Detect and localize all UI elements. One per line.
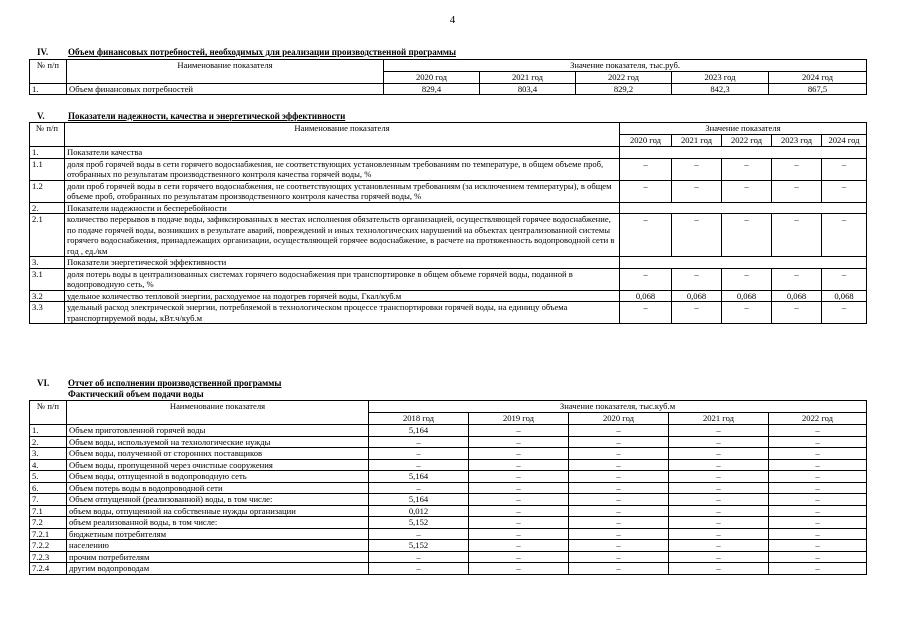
- year-header: 2024 год: [769, 72, 867, 84]
- row-number: 3.: [30, 257, 65, 269]
- value-cell: –: [722, 158, 772, 180]
- year-header: 2021 год: [672, 135, 722, 147]
- value-cell: –: [469, 494, 569, 506]
- section-4-title: Объем финансовых потребностей, необходимых для реализации производственной программы: [68, 47, 457, 57]
- year-header: 2020 год: [384, 72, 480, 84]
- row-name: доля проб горячей воды в сети горячего водоснабжения, не соответствующих установленным требованиям по температуре, в общем объеме проб, отобранных по результатам производственного контроля качества горячей воды, %: [65, 158, 620, 180]
- value-cell: –: [669, 425, 769, 437]
- row-number: 7.2.4: [30, 563, 67, 575]
- value-cell: 0,068: [672, 290, 722, 302]
- row-name: удельное количество тепловой энергии, расходуемое на подогрев горячей воды, Гкал/куб.м: [65, 290, 620, 302]
- value-cell: –: [772, 302, 822, 324]
- value-cell: –: [722, 180, 772, 202]
- row-name: Объем воды, полученной от сторонних поставщиков: [67, 448, 369, 460]
- row-name: Объем приготовленной горячей воды: [67, 425, 369, 437]
- table-row: [30, 563, 867, 575]
- value-cell: –: [469, 540, 569, 552]
- value-cell: –: [469, 471, 569, 483]
- value-cell: –: [722, 214, 772, 257]
- value-cell: –: [772, 268, 822, 290]
- year-header: 2024 год: [822, 135, 867, 147]
- value-cell: –: [469, 482, 569, 494]
- financial-needs-table-body: [30, 60, 867, 95]
- col-header-value: Значение показателя, тыс.руб.: [384, 60, 867, 72]
- value-cell: –: [569, 471, 669, 483]
- group-row: [30, 202, 867, 214]
- value-cell: 829,2: [576, 83, 672, 95]
- row-name: Объем потерь воды в водопроводной сети: [67, 482, 369, 494]
- empty-cell: [620, 147, 867, 159]
- row-number: 3.3: [30, 302, 65, 324]
- value-cell: –: [620, 158, 672, 180]
- row-name: объем воды, отпущенной на собственные нужды организации: [67, 505, 369, 517]
- group-row: [30, 257, 867, 269]
- value-cell: –: [822, 214, 867, 257]
- row-name: удельный расход электрической энергии, потребляемой в технологическом процессе транспортировки горячей воды, на единицу объема транспортируемой воды, кВт.ч/куб.м: [65, 302, 620, 324]
- col-header-name: Наименование показателя: [67, 401, 369, 425]
- year-header: 2018 год: [369, 413, 469, 425]
- value-cell: –: [672, 158, 722, 180]
- value-cell: –: [672, 268, 722, 290]
- col-header-value: Значение показателя, тыс.куб.м: [369, 401, 867, 413]
- table-row: [30, 158, 867, 180]
- value-cell: –: [569, 540, 669, 552]
- value-cell: 0,068: [772, 290, 822, 302]
- value-cell: 842,3: [672, 83, 769, 95]
- table-row: [30, 517, 867, 529]
- year-header: 2023 год: [672, 72, 769, 84]
- value-cell: –: [822, 180, 867, 202]
- row-name: Показатели качества: [65, 147, 620, 159]
- table-row: [30, 528, 867, 540]
- value-cell: –: [669, 551, 769, 563]
- section-6-number: VI.: [37, 378, 50, 388]
- value-cell: 5,164: [369, 494, 469, 506]
- value-cell: –: [672, 214, 722, 257]
- value-cell: –: [369, 551, 469, 563]
- table-row: [30, 471, 867, 483]
- value-cell: 0,012: [369, 505, 469, 517]
- value-cell: –: [569, 425, 669, 437]
- year-header: 2021 год: [480, 72, 576, 84]
- value-cell: –: [569, 528, 669, 540]
- value-cell: –: [469, 551, 569, 563]
- value-cell: –: [769, 528, 867, 540]
- value-cell: 5,164: [369, 425, 469, 437]
- row-number: 7.2.2: [30, 540, 67, 552]
- value-cell: –: [669, 459, 769, 471]
- row-name: Показатели надежности и бесперебойности: [65, 202, 620, 214]
- row-name: Объем воды, используемой на технологические нужды: [67, 436, 369, 448]
- value-cell: 803,4: [480, 83, 576, 95]
- reliability-indicators-table: [29, 122, 867, 324]
- year-header: 2021 год: [669, 413, 769, 425]
- section-6-title: Отчет об исполнении производственной программы: [68, 378, 282, 388]
- section-5-number: V.: [37, 111, 45, 121]
- value-cell: –: [569, 505, 669, 517]
- col-header-value: Значение показателя: [620, 123, 867, 135]
- col-header-no: № п/п: [30, 123, 65, 147]
- value-cell: 867,5: [769, 83, 867, 95]
- value-cell: –: [469, 425, 569, 437]
- value-cell: –: [369, 528, 469, 540]
- section-5-title: Показатели надежности, качества и энергетической эффективности: [68, 111, 346, 121]
- section-6-heading: [37, 378, 281, 388]
- value-cell: –: [669, 563, 769, 575]
- financial-needs-table: [29, 59, 867, 95]
- value-cell: –: [369, 482, 469, 494]
- row-name: другим водопроводам: [67, 563, 369, 575]
- value-cell: 5,152: [369, 540, 469, 552]
- value-cell: –: [772, 158, 822, 180]
- year-header: 2020 год: [620, 135, 672, 147]
- year-header: 2022 год: [722, 135, 772, 147]
- row-number: 6.: [30, 482, 67, 494]
- value-cell: –: [669, 494, 769, 506]
- year-header: 2022 год: [576, 72, 672, 84]
- value-cell: –: [469, 436, 569, 448]
- group-row: [30, 147, 867, 159]
- value-cell: –: [772, 180, 822, 202]
- value-cell: –: [769, 517, 867, 529]
- value-cell: –: [769, 551, 867, 563]
- table-row: [30, 505, 867, 517]
- value-cell: –: [369, 436, 469, 448]
- value-cell: –: [769, 425, 867, 437]
- section-4-number: IV.: [37, 47, 49, 57]
- value-cell: –: [669, 471, 769, 483]
- table-row: [30, 448, 867, 460]
- value-cell: –: [669, 517, 769, 529]
- page-number: 4: [449, 14, 456, 26]
- value-cell: –: [469, 448, 569, 460]
- row-number: 1.1: [30, 158, 65, 180]
- year-header: 2019 год: [469, 413, 569, 425]
- table-row: [30, 482, 867, 494]
- value-cell: –: [669, 448, 769, 460]
- row-number: 2.: [30, 202, 65, 214]
- table-row: [30, 436, 867, 448]
- row-number: 7.1: [30, 505, 67, 517]
- row-name: прочим потребителям: [67, 551, 369, 563]
- value-cell: –: [369, 563, 469, 575]
- row-name: объем реализованной воды, в том числе:: [67, 517, 369, 529]
- year-header: 2022 год: [769, 413, 867, 425]
- row-name: Объем финансовых потребностей: [67, 83, 384, 95]
- value-cell: –: [620, 302, 672, 324]
- value-cell: –: [669, 436, 769, 448]
- value-cell: –: [822, 268, 867, 290]
- value-cell: –: [620, 214, 672, 257]
- value-cell: –: [569, 494, 669, 506]
- value-cell: –: [822, 158, 867, 180]
- value-cell: –: [669, 505, 769, 517]
- value-cell: –: [769, 471, 867, 483]
- value-cell: –: [569, 563, 669, 575]
- value-cell: –: [769, 505, 867, 517]
- value-cell: –: [669, 540, 769, 552]
- table-row: [30, 302, 867, 324]
- empty-cell: [620, 202, 867, 214]
- value-cell: 5,164: [369, 471, 469, 483]
- row-name: Объем отпущенной (реализованной) воды, в том числе:: [67, 494, 369, 506]
- value-cell: –: [772, 214, 822, 257]
- value-cell: –: [769, 540, 867, 552]
- row-name: доли проб горячей воды в сети горячего водоснабжения, не соответствующих установленным требованиям (за исключением температуры), в общем объеме проб, отобранных по результатам производственного контроля качества горячей воды, %: [65, 180, 620, 202]
- row-number: 5.: [30, 471, 67, 483]
- value-cell: –: [469, 459, 569, 471]
- value-cell: –: [769, 494, 867, 506]
- value-cell: –: [620, 268, 672, 290]
- value-cell: 0,068: [620, 290, 672, 302]
- value-cell: 0,068: [822, 290, 867, 302]
- value-cell: –: [672, 302, 722, 324]
- value-cell: –: [369, 459, 469, 471]
- row-number: 2.: [30, 436, 67, 448]
- section-5-heading: [37, 111, 345, 121]
- value-cell: –: [469, 517, 569, 529]
- table-row: [30, 494, 867, 506]
- reliability-indicators-table-body: [30, 123, 867, 324]
- value-cell: 829,4: [384, 83, 480, 95]
- col-header-no: № п/п: [30, 60, 67, 84]
- row-name: Показатели энергетической эффективности: [65, 257, 620, 269]
- value-cell: –: [569, 459, 669, 471]
- value-cell: –: [620, 180, 672, 202]
- table-row: [30, 214, 867, 257]
- row-number: 4.: [30, 459, 67, 471]
- value-cell: –: [769, 482, 867, 494]
- value-cell: –: [769, 448, 867, 460]
- row-number: 3.1: [30, 268, 65, 290]
- table-row: [30, 268, 867, 290]
- section-6-subtitle: Фактический объем подачи воды: [68, 389, 204, 399]
- row-name: Объем воды, пропущенной через очистные сооружения: [67, 459, 369, 471]
- water-supply-report-table-body: [30, 401, 867, 575]
- row-name: количество перерывов в подаче воды, зафиксированных в местах исполнения обязательств организацией, осуществляющей горячее водоснабжение, по подаче горячей воды, возникших в результате аварий, повреждений и иных технологических нарушений на объектах централизованной системы горячего водоснабжения, принадлежащих организации, осуществляющей горячее водоснабжение, в расчете на протяженность водопроводной сети в год , ед./км: [65, 214, 620, 257]
- year-header: 2020 год: [569, 413, 669, 425]
- row-name: населению: [67, 540, 369, 552]
- value-cell: –: [722, 268, 772, 290]
- value-cell: –: [569, 436, 669, 448]
- table-row: [30, 425, 867, 437]
- value-cell: –: [669, 528, 769, 540]
- row-number: 7.2: [30, 517, 67, 529]
- value-cell: 5,152: [369, 517, 469, 529]
- row-number: 7.2.3: [30, 551, 67, 563]
- row-number: 3.: [30, 448, 67, 460]
- value-cell: –: [369, 448, 469, 460]
- table-row: [30, 540, 867, 552]
- value-cell: –: [569, 517, 669, 529]
- water-supply-report-table: [29, 400, 867, 575]
- value-cell: 0,068: [722, 290, 772, 302]
- row-number: 1.: [30, 147, 65, 159]
- row-number: 1.: [30, 425, 67, 437]
- row-name: доля потерь воды в централизованных системах горячего водоснабжения при транспортировке в общем объеме горячей воды, поданной в водопроводную сеть, %: [65, 268, 620, 290]
- row-number: 3.2: [30, 290, 65, 302]
- table-row: [30, 290, 867, 302]
- row-number: 1.2: [30, 180, 65, 202]
- value-cell: –: [722, 302, 772, 324]
- col-header-no: № п/п: [30, 401, 67, 425]
- value-cell: –: [469, 563, 569, 575]
- value-cell: –: [469, 528, 569, 540]
- value-cell: –: [769, 436, 867, 448]
- col-header-name: Наименование показателя: [67, 60, 384, 84]
- value-cell: –: [469, 505, 569, 517]
- row-name: бюджетным потребителям: [67, 528, 369, 540]
- year-header: 2023 год: [772, 135, 822, 147]
- table-row: [30, 180, 867, 202]
- row-name: Объем воды, отпущенной в водопроводную сеть: [67, 471, 369, 483]
- value-cell: –: [769, 459, 867, 471]
- col-header-name: Наименование показателя: [65, 123, 620, 147]
- row-number: 2.1: [30, 214, 65, 257]
- value-cell: –: [569, 482, 669, 494]
- table-row: [30, 551, 867, 563]
- row-number: 7.: [30, 494, 67, 506]
- row-number: 7.2.1: [30, 528, 67, 540]
- section-4-heading: [37, 47, 456, 57]
- row-number: 1.: [30, 83, 67, 95]
- value-cell: –: [669, 482, 769, 494]
- table-row: [30, 459, 867, 471]
- value-cell: –: [769, 563, 867, 575]
- value-cell: –: [569, 448, 669, 460]
- value-cell: –: [672, 180, 722, 202]
- table-row: [30, 83, 867, 95]
- value-cell: –: [569, 551, 669, 563]
- value-cell: –: [822, 302, 867, 324]
- empty-cell: [620, 257, 867, 269]
